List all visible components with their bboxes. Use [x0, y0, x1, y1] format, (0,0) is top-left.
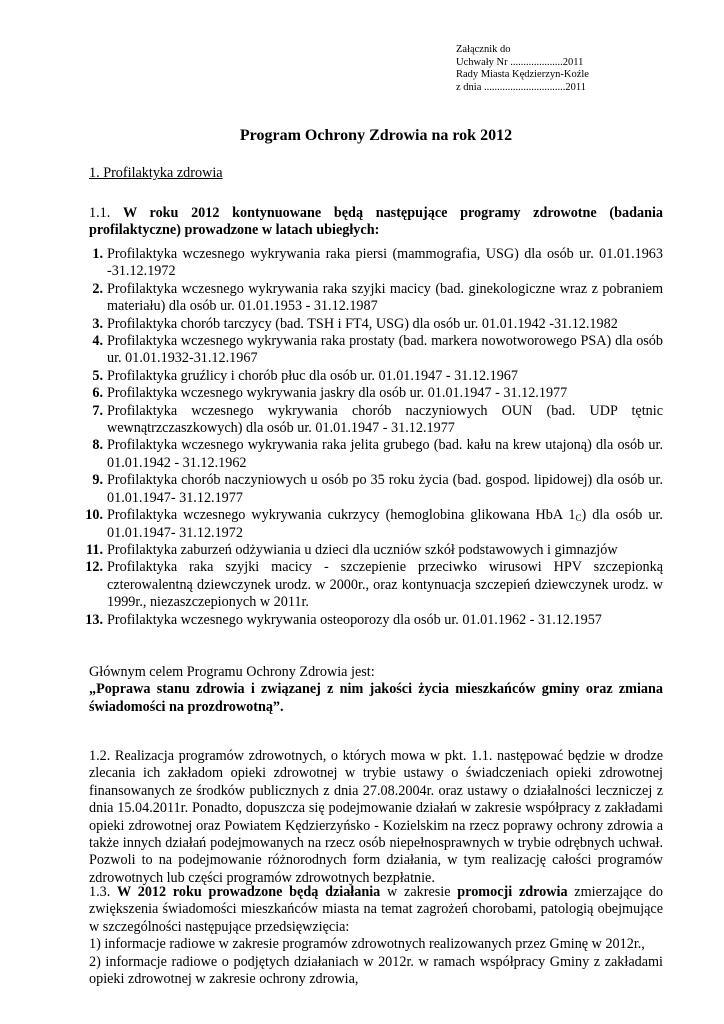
p13-item-1: 1) informacje radiowe w zakresie programów zdrowotnych realizowanych przez Gminę w 2012r.,	[89, 936, 645, 953]
list-item	[89, 472, 663, 507]
list-item	[89, 385, 663, 402]
list-item-number: 7.	[92, 402, 103, 419]
intro-number: 1.1.	[89, 205, 111, 221]
list-item-text: Profilaktyka wczesnego wykrywania raka jelita grubego (bad. kału na krew utajoną) dla osób ur. 01.01.1942 - 31.12.1962	[107, 437, 663, 471]
goal-slogan: „Poprawa stanu zdrowia i związanej z nim jakości życia mieszkańców gminy oraz zmiana świadomości na prozdrowotną”.	[89, 681, 663, 715]
list-item-text-part2: ) dla osób ur. 01.01.1947- 31.12.1972	[107, 507, 663, 541]
section-heading: 1. Profilaktyka zdrowia	[89, 165, 223, 181]
document-title: Program Ochrony Zdrowia na rok 2012	[239, 127, 513, 144]
list-item-text: Profilaktyka wczesnego wykrywania chorób naczyniowych OUN (bad. UDP tętnic wewnątrzczaszkowych) dla osób ur. 01.01.1947 - 31.12.1977	[107, 402, 663, 437]
list-item-number: 9.	[92, 472, 103, 489]
attachment-line-2: Uchwały Nr ....................2011	[456, 56, 584, 68]
list-item-text: Profilaktyka wczesnego wykrywania raka szyjki macicy (bad. ginekologiczne wraz z pobraniem materiału) dla osób ur. 01.01.1953 - 31.12.1987	[107, 280, 663, 315]
list-item-number: 1.	[92, 246, 103, 262]
list-item-text: Profilaktyka chorób tarczycy (bad. TSH i FT4, USG) dla osób ur. 01.01.1942 -31.12.1982	[107, 315, 618, 332]
list-item	[89, 437, 663, 472]
list-item	[85, 507, 663, 542]
attachment-line-4: z dnia ...............................2011	[456, 81, 586, 93]
intro-text: W roku 2012 kontynuowane będą następujące programy zdrowotne (badania profilaktyczne) prowadzone w latach ubiegłych:	[89, 205, 663, 239]
list-item	[89, 246, 663, 281]
paragraph-1-3	[89, 884, 663, 988]
list-item	[89, 403, 663, 438]
list-item-text: Profilaktyka zaburzeń odżywiania u dzieci dla uczniów szkół podstawowych i gimnazjów	[107, 541, 618, 558]
attachment-line-1: Załącznik do	[456, 44, 511, 55]
list-item-text: Profilaktyka wczesnego wykrywania osteoporozy dla osób ur. 01.01.1962 - 31.12.1957	[107, 611, 602, 628]
list-item-text: Profilaktyka raka szyjki macicy - szczepienie przeciwko wirusowi HPV szczepionką czterowalentną dziewczynek urodz. w 2000r., oraz kontynuacja szczepień dziewczynek urodz. w 1999r., niezaszczepionych w 2011r.	[107, 559, 663, 611]
list-item	[86, 541, 663, 559]
list-item-number: 8.	[92, 437, 103, 454]
goal-lead: Głównym celem Programu Ochrony Zdrowia jest:	[89, 664, 375, 680]
list-item-number: 13.	[85, 611, 103, 628]
list-item-number: 11.	[86, 541, 103, 558]
subscript-c: C	[575, 513, 582, 524]
list-item-number: 4.	[92, 333, 103, 350]
list-item	[89, 368, 663, 385]
list-item	[85, 611, 663, 629]
p13-bold-2: promocji zdrowia	[457, 884, 568, 900]
list-item-text: Profilaktyka chorób naczyniowych u osób po 35 roku życia (bad. gospod. lipidowej) dla osób ur. 01.01.1947- 31.12.1977	[107, 472, 663, 506]
list-item-number: 3.	[92, 315, 103, 332]
list-item-text: Profilaktyka wczesnego wykrywania raka piersi (mammografia, USG) dla osób ur. 01.01.1963 -31.12.1972	[107, 246, 663, 280]
p13-bold-1: W 2012 roku prowadzone będą działania	[117, 884, 381, 900]
programs-list	[85, 246, 663, 629]
attachment-note	[456, 44, 589, 94]
p13-item-2: 2) informacje radiowe o podjętych działaniach w 2012r. w ramach współpracy Gminy z zakładami opieki zdrowotnej w zakresie ochrony zdrowia,	[89, 953, 663, 988]
list-item-number: 10.	[85, 507, 103, 524]
list-item-number: 2.	[92, 280, 103, 297]
p13-rest: zmierzające do zwiększenia świadomości mieszkańców miasta na temat zagrożeń chorobami, patologią obejmujące w szczególności następujące przedsięwzięcia:	[89, 884, 663, 935]
list-item-number: 5.	[92, 367, 103, 384]
list-item-text: Profilaktyka wczesnego wykrywania raka prostaty (bad. markera nowotworowego PSA) dla osób ur. 01.01.1932-31.12.1967	[107, 333, 663, 367]
list-item-text: Profilaktyka wczesnego wykrywania jaskry dla osób ur. 01.01.1947 - 31.12.1977	[107, 385, 568, 402]
p13-mid: w zakresie	[380, 884, 458, 900]
list-item	[89, 316, 663, 333]
intro-paragraph	[89, 205, 663, 240]
list-item	[85, 559, 663, 611]
goal-section	[89, 664, 663, 716]
p13-number: 1.3.	[89, 884, 111, 900]
list-item-text-part1: Profilaktyka wczesnego wykrywania cukrzycy (hemoglobina glikowana HbA 1	[107, 507, 576, 524]
list-item-number: 12.	[85, 559, 103, 576]
list-item-text: Profilaktyka gruźlicy i chorób płuc dla osób ur. 01.01.1947 - 31.12.1967	[107, 367, 518, 384]
list-item-number: 6.	[92, 385, 103, 402]
paragraph-1-3-text	[89, 884, 663, 936]
list-item	[89, 281, 663, 316]
attachment-line-3: Rady Miasta Kędzierzyn-Koźle	[456, 69, 589, 80]
paragraph-1-2: 1.2. Realizacja programów zdrowotnych, o których mowa w pkt. 1.1. następować będzie w drodze zlecania ich zakładom opieki zdrowotnej w trybie ustawy o świadczeniach opieki zdrowotnej finansowanych ze środków publicznych z dnia 27.08.2004r. oraz ustawy o działalności leczniczej z dnia 15.04.2011r. Ponadto, dopuszcza się podejmowanie działań w zakresie współpracy z zakładami opieki zdrowotnej oraz Powiatem Kędzierzyńsko - Kozielskim na rzecz poprawy ochrony zdrowia a także innych działań podejmowanych na rzecz osób niepełnosprawnych w trybie odrębnych uchwał. Pozwoli to na podejmowanie różnorodnych form działania, w tym realizację całości programów zdrowotnych lub części programów zdrowotnych bezpłatnie.	[89, 748, 663, 886]
list-item	[89, 333, 663, 368]
